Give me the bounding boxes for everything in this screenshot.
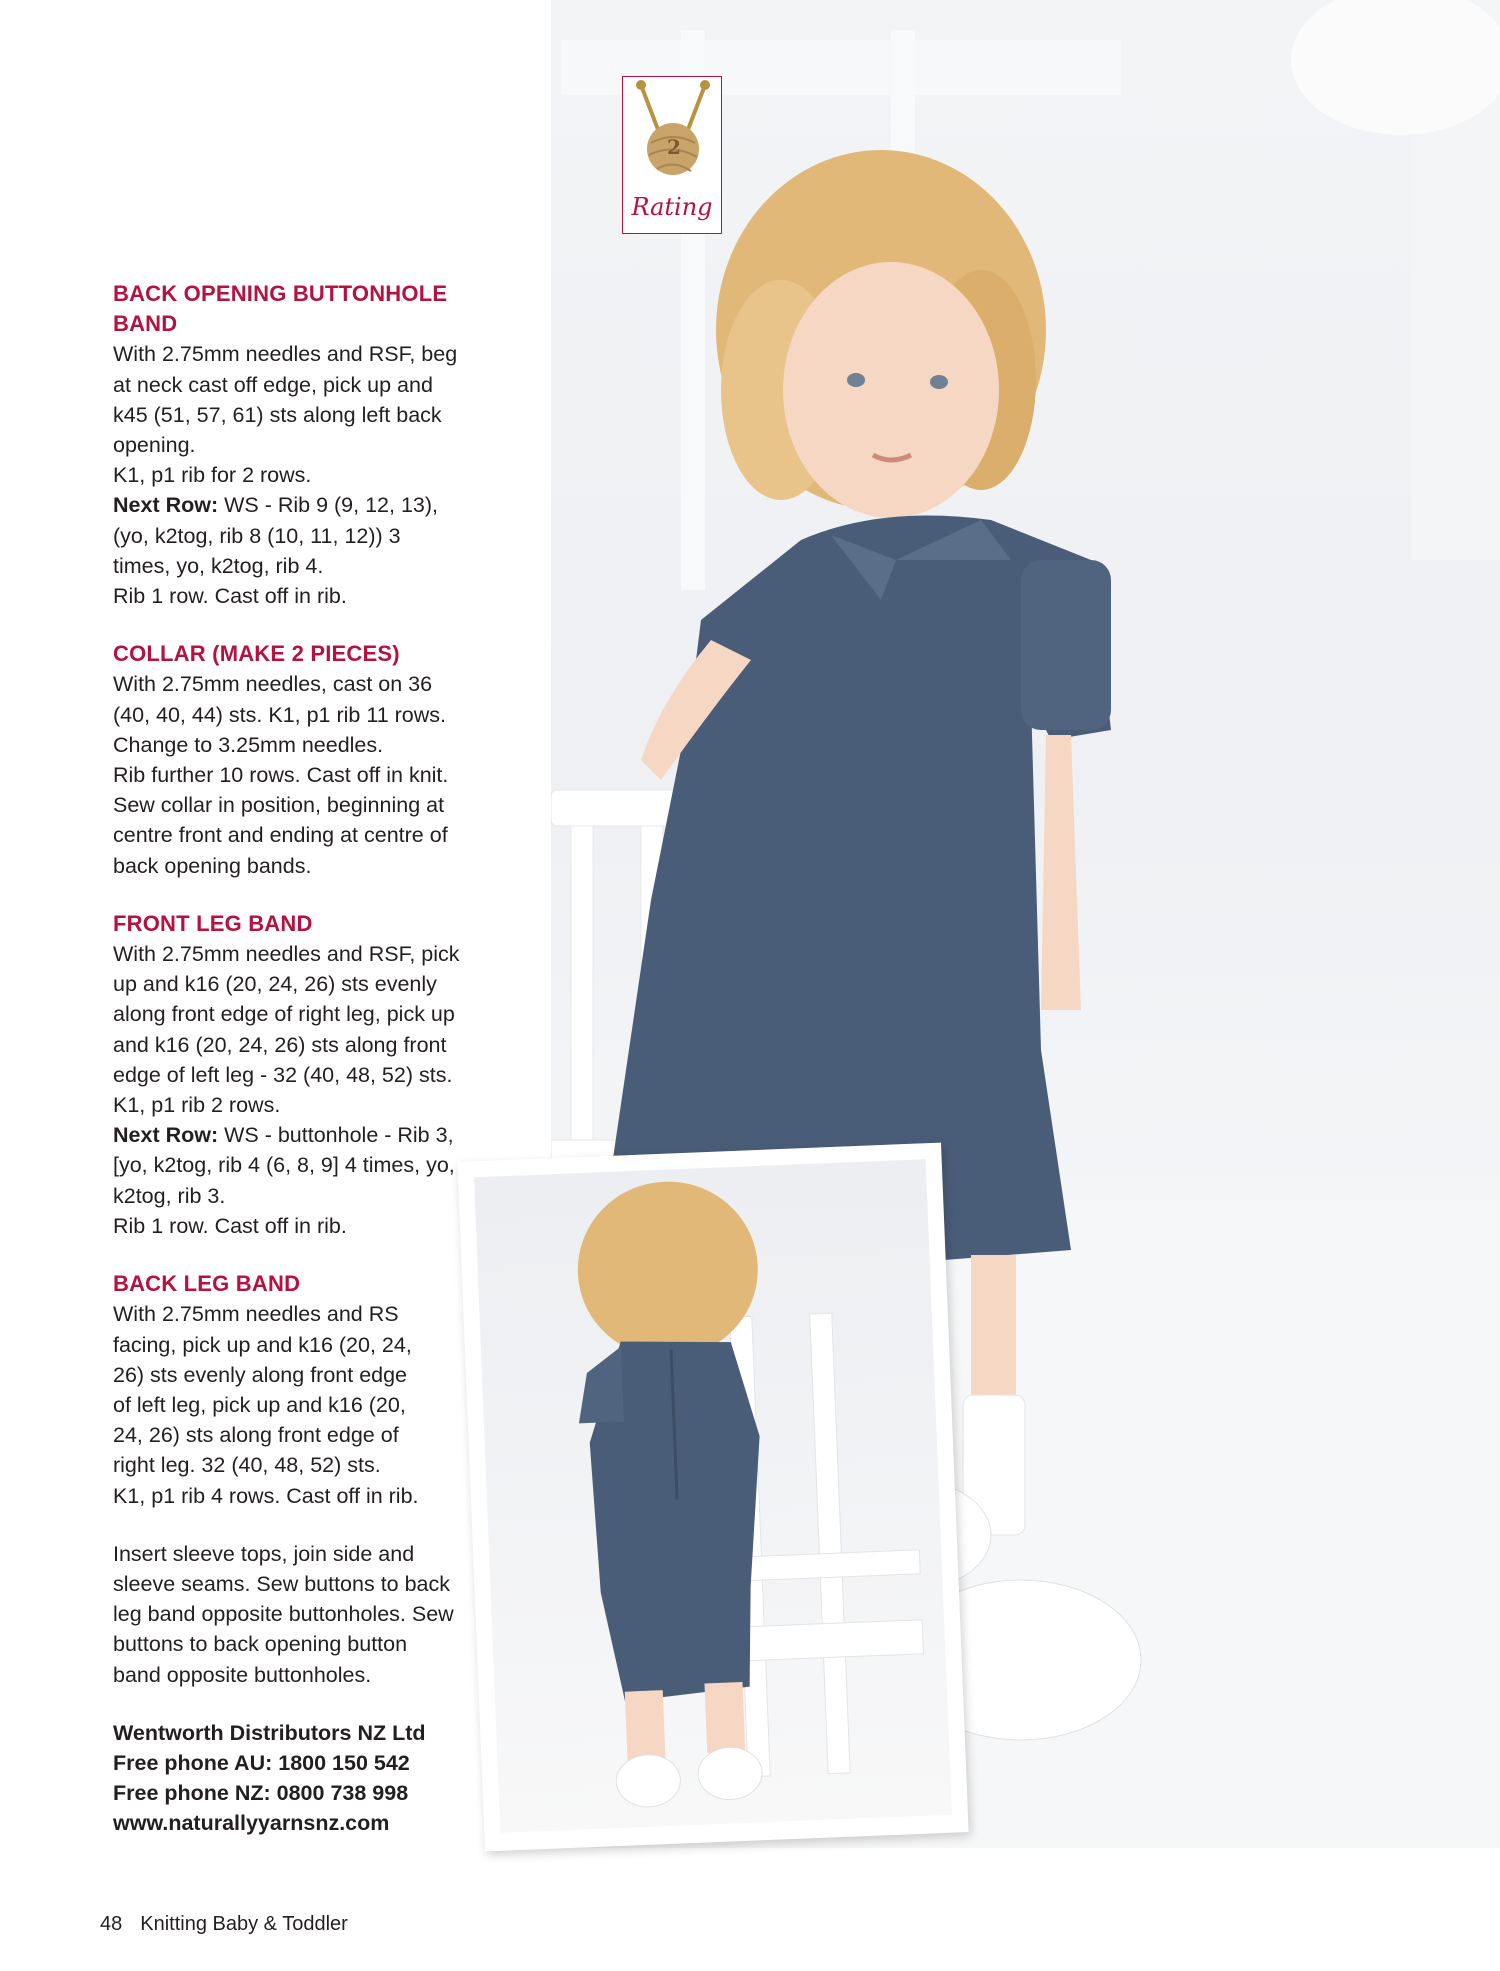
face (783, 262, 999, 518)
instruction-line: of left leg, pick up and k16 (20, (113, 1392, 406, 1417)
arm-right (1041, 735, 1081, 1010)
page-number: 48 (100, 1913, 123, 1935)
instruction-line: K1, p1 rib 4 rows. Cast off in rib. (113, 1483, 419, 1508)
instruction-line: edge of left leg - 32 (40, 48, 52) sts. (113, 1062, 453, 1087)
distributor-contact (113, 1718, 543, 1839)
instruction-line: sleeve seams. Sew buttons to back (113, 1571, 451, 1596)
instruction-line: up and k16 (20, 24, 26) sts evenly (113, 972, 437, 997)
eye-right (930, 375, 948, 389)
instruction-line: (yo, k2tog, rib 8 (10, 11, 12)) 3 (113, 523, 401, 548)
instruction-line: leg band opposite buttonholes. Sew (113, 1602, 454, 1627)
section-heading: BAND (113, 311, 178, 337)
distributor-name: Wentworth Distributors NZ Ltd (113, 1720, 426, 1745)
inset-leg (625, 1690, 666, 1761)
section-finishing (113, 1539, 543, 1690)
instruction-line: Insert sleeve tops, join side and (113, 1541, 415, 1566)
instruction-line: K1, p1 rib for 2 rows. (113, 463, 312, 488)
plush-toy (1291, 0, 1500, 135)
instruction-line: Change to 3.25mm needles. (113, 732, 384, 757)
instruction-line: and k16 (20, 24, 26) sts along front (113, 1032, 447, 1057)
next-row-text: WS - buttonhole - Rib 3, (224, 1123, 454, 1148)
section-heading: FRONT LEG BAND (113, 910, 313, 936)
instruction-line: back opening bands. (113, 853, 312, 878)
instruction-line: facing, pick up and k16 (20, 24, (113, 1332, 412, 1357)
instruction-line: With 2.75mm needles and RS (113, 1302, 399, 1327)
next-row-label: Next Row: (113, 1123, 219, 1148)
instruction-line: centre front and ending at centre of (113, 823, 448, 848)
instruction-line: at neck cast off edge, pick up and (113, 372, 433, 397)
instruction-line: times, yo, k2tog, rib 4. (113, 553, 324, 578)
section-heading: BACK LEG BAND (113, 1271, 301, 1297)
rating-badge (622, 76, 722, 234)
back-view-illustration (474, 1159, 952, 1833)
rating-label: Rating (631, 193, 713, 221)
instruction-line: K1, p1 rib 2 rows. (113, 1093, 281, 1118)
instruction-line: With 2.75mm needles, cast on 36 (113, 672, 433, 697)
eye-left (847, 373, 865, 387)
next-row-line (113, 490, 543, 520)
inset-photo-image (474, 1159, 952, 1833)
phone-nz: Free phone NZ: 0800 738 998 (113, 1781, 409, 1806)
next-row-label: Next Row: (113, 493, 219, 518)
instruction-line: 26) sts evenly along front edge (113, 1362, 408, 1387)
page-footer (100, 1913, 348, 1936)
instruction-line: (40, 40, 44) sts. K1, p1 rib 11 rows. (113, 702, 447, 727)
rating-number: 2 (667, 135, 681, 159)
leg-left (971, 1255, 1016, 1395)
instruction-line: k45 (51, 57, 61) sts along left back (113, 402, 442, 427)
inset-chair (730, 1310, 928, 1777)
inset-shoe (615, 1754, 681, 1809)
instruction-line: along front edge of right leg, pick up (113, 1002, 455, 1027)
instruction-line: With 2.75mm needles and RSF, beg (113, 342, 458, 367)
website-link[interactable]: www.naturallyyarnsnz.com (113, 1811, 390, 1836)
phone-au: Free phone AU: 1800 150 542 (113, 1750, 410, 1775)
instruction-line: k2tog, rib 3. (113, 1183, 226, 1208)
instruction-line: right leg. 32 (40, 48, 52) sts. (113, 1453, 381, 1478)
inset-sleeve (576, 1347, 624, 1424)
instruction-line: Sew collar in position, beginning at (113, 793, 445, 818)
publication-title: Knitting Baby & Toddler (140, 1913, 348, 1935)
section-heading: BACK OPENING BUTTONHOLE (113, 281, 448, 306)
section-back-opening-band (113, 279, 543, 611)
section-back-leg-band (113, 1269, 543, 1511)
section-heading: COLLAR (MAKE 2 PIECES) (113, 641, 400, 667)
section-front-leg-band (113, 909, 543, 1241)
instruction-line: With 2.75mm needles and RSF, pick (113, 942, 460, 967)
instruction-line: Rib 1 row. Cast off in rib. (113, 584, 347, 609)
section-collar (113, 639, 543, 881)
next-row-text: WS - Rib 9 (9, 12, 13), (224, 493, 438, 518)
instruction-line: buttons to back opening button (113, 1632, 408, 1657)
next-row-line (113, 1120, 543, 1150)
instruction-line: band opposite buttonholes. (113, 1662, 372, 1687)
instruction-line: Rib 1 row. Cast off in rib. (113, 1213, 347, 1238)
instruction-line: opening. (113, 433, 196, 458)
instruction-line: [yo, k2tog, rib 4 (6, 8, 9] 4 times, yo, (113, 1153, 455, 1178)
instruction-line: Rib further 10 rows. Cast off in knit. (113, 763, 449, 788)
pattern-instructions (113, 279, 543, 1867)
inset-leg (704, 1682, 745, 1753)
instruction-line: 24, 26) sts along front edge of (113, 1423, 399, 1448)
